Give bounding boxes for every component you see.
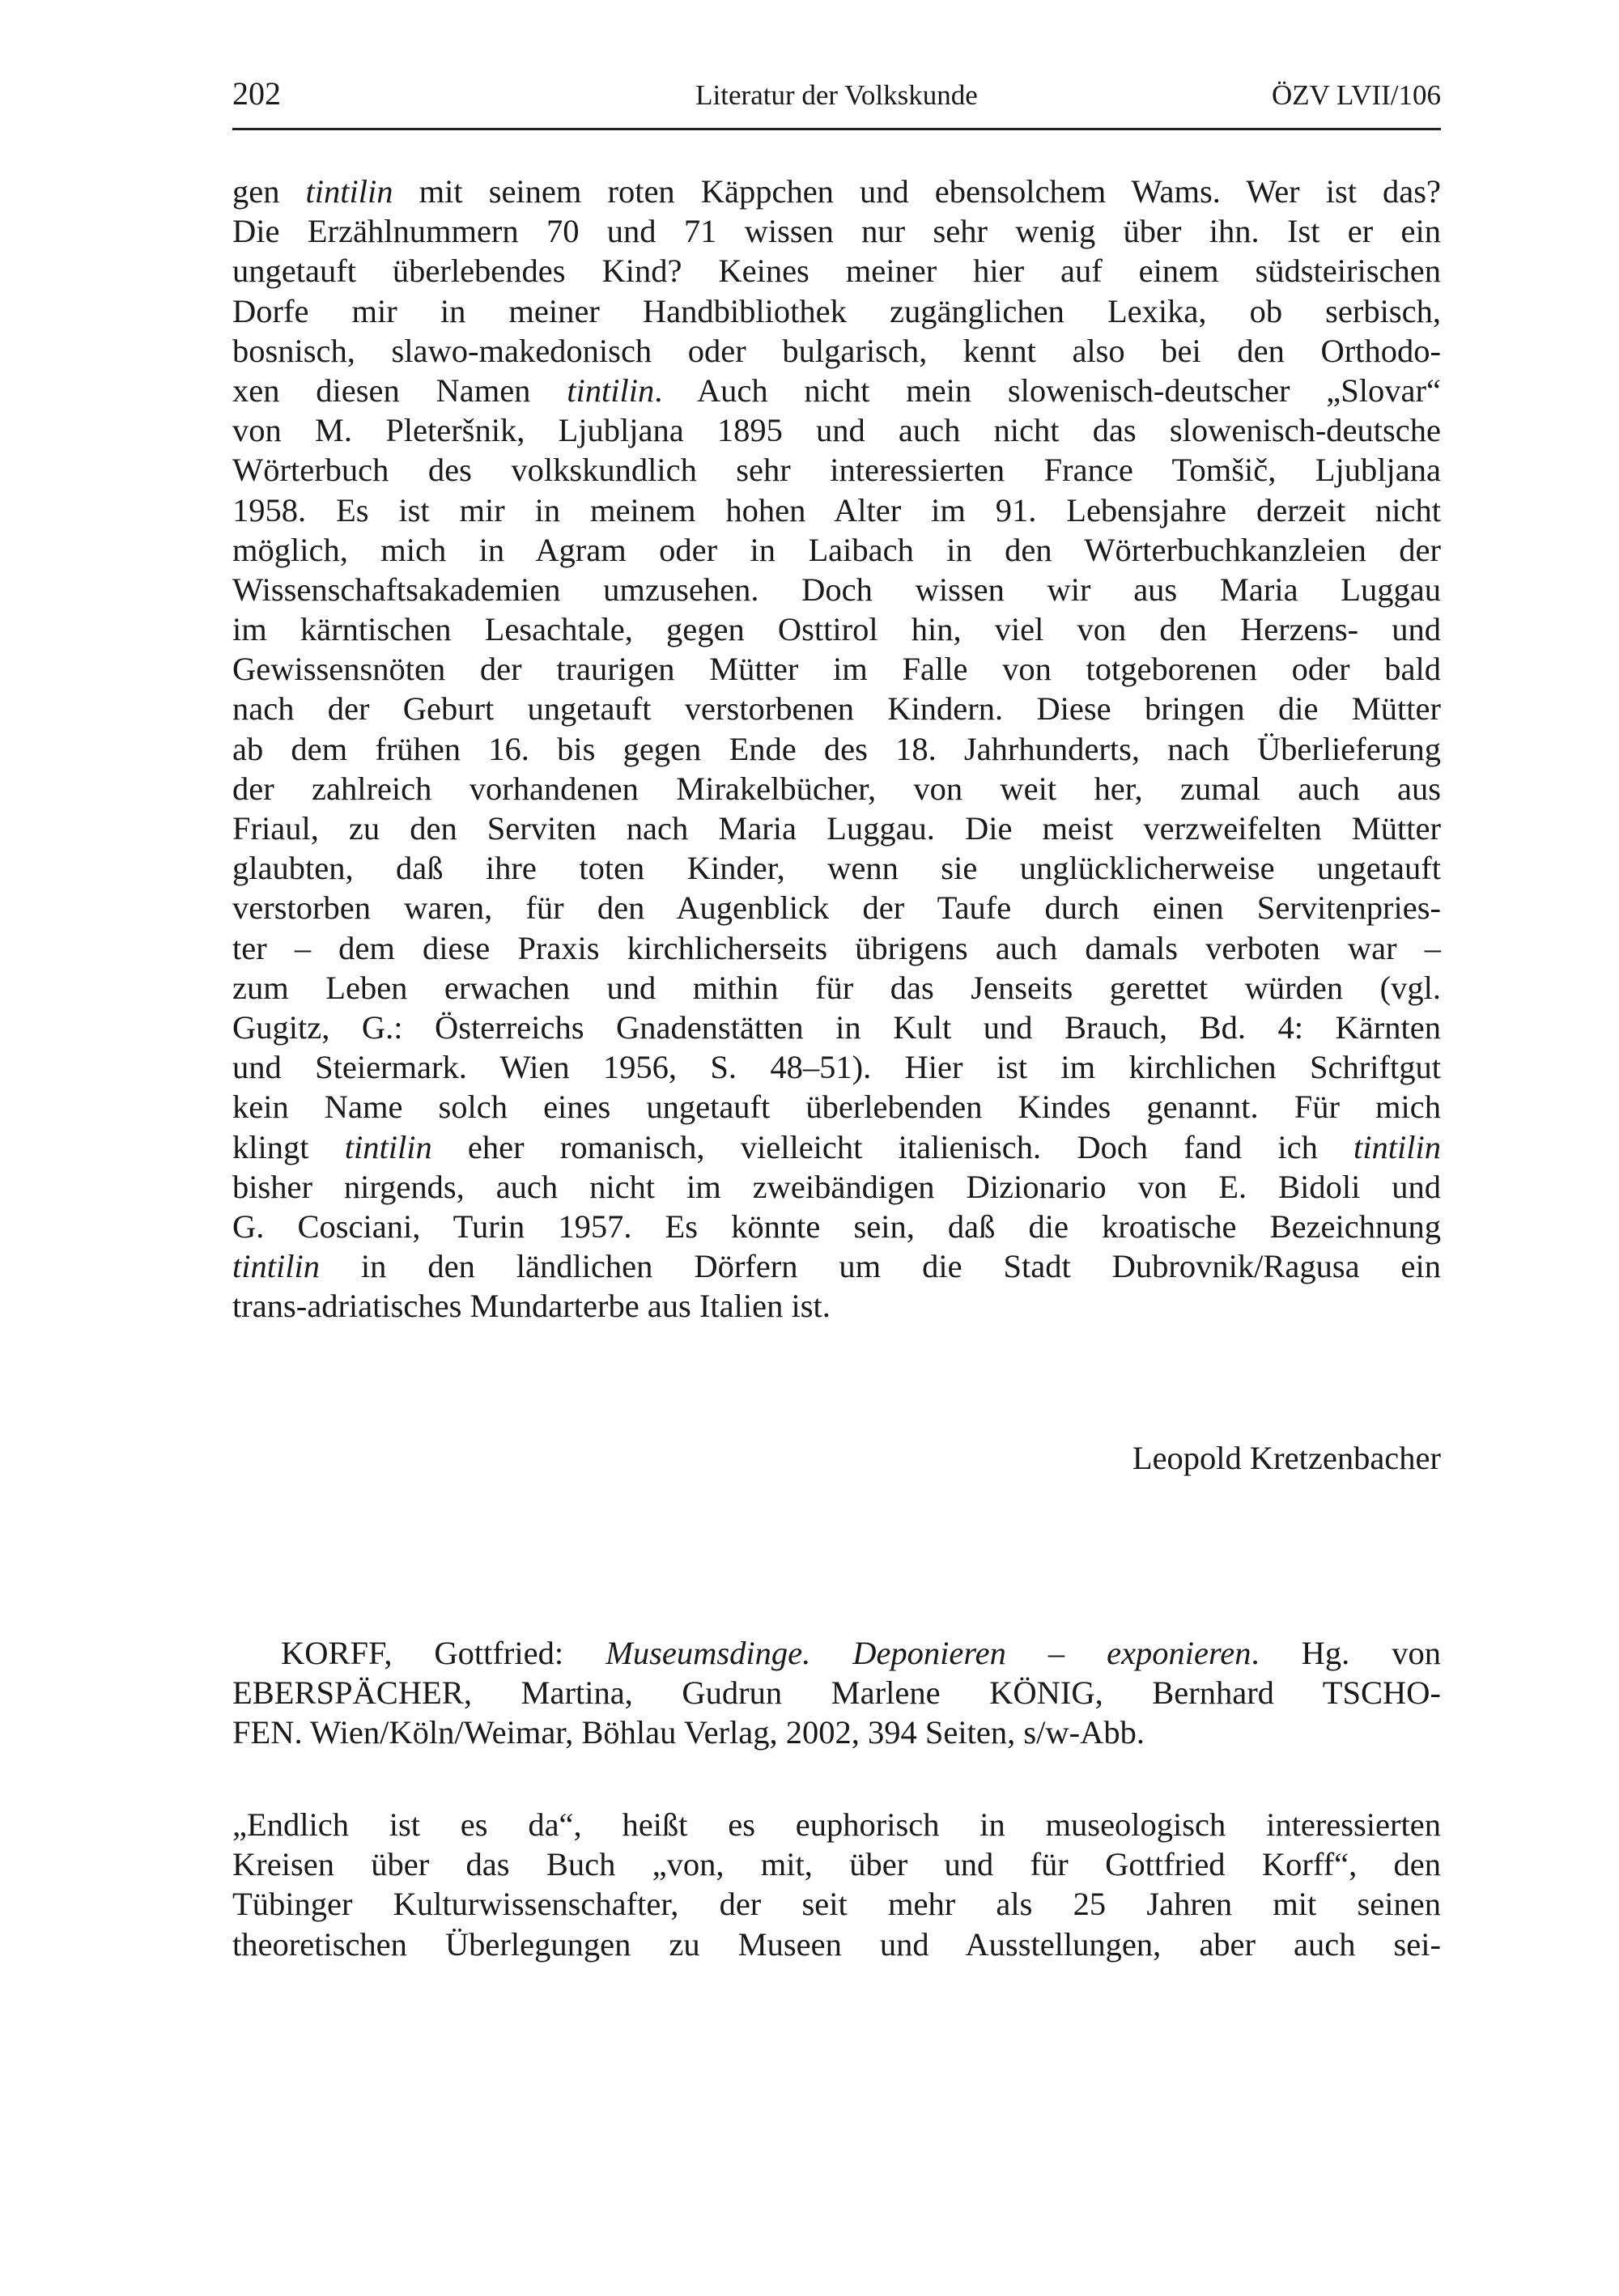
italic-term: tintilin — [344, 1128, 432, 1165]
text-line: im kärntischen Lesachtale, gegen Osttirol hin, viel von den Herzens- und — [232, 611, 1441, 648]
italic-term: tintilin — [305, 173, 393, 210]
text-line: Tübinger Kulturwissenschafter, der seit mehr als 25 Jahren mit seinen — [232, 1886, 1441, 1923]
italic-term: tintilin — [232, 1248, 321, 1285]
italic-term: tintilin — [1353, 1128, 1441, 1165]
article-author: Leopold Kretzenbacher — [1132, 1440, 1441, 1476]
text-line: Kreisen über das Buch „von, mit, über und für Gottfried Korff“, den — [232, 1846, 1441, 1883]
text-line: ab dem frühen 16. bis gegen Ende des 18. Jahrhunderts, nach Überlieferung — [232, 730, 1441, 767]
text-line: Gewissensnöten der traurigen Mütter im Falle von totgeborenen oder bald — [232, 651, 1441, 688]
text-line: EBERSPÄCHER, Martina, Gudrun Marlene KÖNIG, Bernhard TSCHO- — [232, 1674, 1441, 1712]
text-line: 1958. Es ist mir in meinem hohen Alter im 91. Lebensjahre derzeit nicht — [232, 491, 1441, 528]
journal-reference: ÖZV LVII/106 — [1271, 79, 1441, 111]
text-line: kein Name solch eines ungetauft überlebenden Kindes genannt. Für mich — [232, 1089, 1441, 1126]
text-line: KORFF, Gottfried: Museumsdinge. Deponieren – exponieren. Hg. von — [281, 1635, 1442, 1671]
text-line: Wörterbuch des volkskundlich sehr interessierten France Tomšič, Ljubljana — [232, 452, 1441, 489]
text-line: glaubten, daß ihre toten Kinder, wenn sie unglücklicherweise ungetauft — [232, 850, 1441, 887]
text-line: Die Erzählnummern 70 und 71 wissen nur sehr wenig über ihn. Ist er ein — [232, 213, 1441, 250]
text-line: verstorben waren, für den Augenblick der Taufe durch einen Servitenpries- — [232, 889, 1441, 927]
italic-term: Museumsdinge. Deponieren – exponieren — [606, 1635, 1251, 1671]
text-line: „Endlich ist es da“, heißt es euphorisch in museologisch interessierten — [232, 1806, 1441, 1843]
text-line: der zahlreich vorhandenen Mirakelbücher, von weit her, zumal auch aus — [232, 770, 1441, 807]
text-line: bosnisch, slawo-makedonisch oder bulgarisch, kennt also bei den Orthodo- — [232, 332, 1441, 369]
text-line: xen diesen Namen tintilin. Auch nicht mein slowenisch-deutscher „Slovar“ — [232, 371, 1441, 409]
text-line: Gugitz, G.: Österreichs Gnadenstätten in Kult und Brauch, Bd. 4: Kärnten — [232, 1008, 1441, 1046]
text-line: von M. Pleteršnik, Ljubljana 1895 und auch nicht das slowenisch-deutsche — [232, 412, 1441, 449]
text-line: tintilin in den ländlichen Dörfern um die Stadt Dubrovnik/Ragusa ein — [232, 1248, 1441, 1285]
italic-term: tintilin — [567, 371, 655, 409]
text-line: möglich, mich in Agram oder in Laibach in den Wörterbuchkanzleien der — [232, 531, 1441, 568]
text-line: nach der Geburt ungetauft verstorbenen Kindern. Diese bringen die Mütter — [232, 690, 1441, 728]
header-rule — [232, 128, 1441, 130]
text-line: ter – dem diese Praxis kirchlicherseits übrigens auch damals verboten war – — [232, 929, 1441, 966]
text-line: FEN. Wien/Köln/Weimar, Böhlau Verlag, 2002, 394 Seiten, s/w-Abb. — [232, 1714, 1145, 1751]
text-line: gen tintilin mit seinem roten Käppchen und ebensolchem Wams. Wer ist das? — [232, 173, 1441, 210]
text-line: klingt tintilin eher romanisch, vielleicht italienisch. Doch fand ich tintilin — [232, 1128, 1441, 1165]
review-bibliographic-heading — [232, 1633, 1441, 1753]
review-text — [232, 1805, 1441, 1964]
text-line: Friaul, zu den Serviten nach Maria Luggau. Die meist verzweifelten Mütter — [232, 810, 1441, 847]
article-text — [232, 172, 1441, 1326]
text-line: und Steiermark. Wien 1956, S. 48–51). Hier ist im kirchlichen Schriftgut — [232, 1049, 1441, 1086]
running-title: Literatur der Volkskunde — [695, 79, 978, 111]
text-line: bisher nirgends, auch nicht im zweibändigen Dizionario von E. Bidoli und — [232, 1168, 1441, 1205]
page-number: 202 — [232, 75, 281, 112]
text-line: trans-adriatisches Mundarterbe aus Italien ist. — [232, 1288, 831, 1325]
text-line: theoretischen Überlegungen zu Museen und Ausstellungen, aber auch sei- — [232, 1925, 1441, 1963]
text-line: G. Cosciani, Turin 1957. Es könnte sein, daß die kroatische Bezeichnung — [232, 1207, 1441, 1245]
text-line: Wissenschaftsakademien umzusehen. Doch wissen wir aus Maria Luggau — [232, 571, 1441, 608]
text-line: Dorfe mir in meiner Handbibliothek zugänglichen Lexika, ob serbisch, — [232, 292, 1441, 329]
text-line: ungetauft überlebendes Kind? Keines meiner hier auf einem südsteirischen — [232, 253, 1441, 290]
article-author-block — [232, 1438, 1441, 1478]
running-header — [232, 74, 1441, 115]
text-line: zum Leben erwachen und mithin für das Jenseits gerettet würden (vgl. — [232, 969, 1441, 1006]
